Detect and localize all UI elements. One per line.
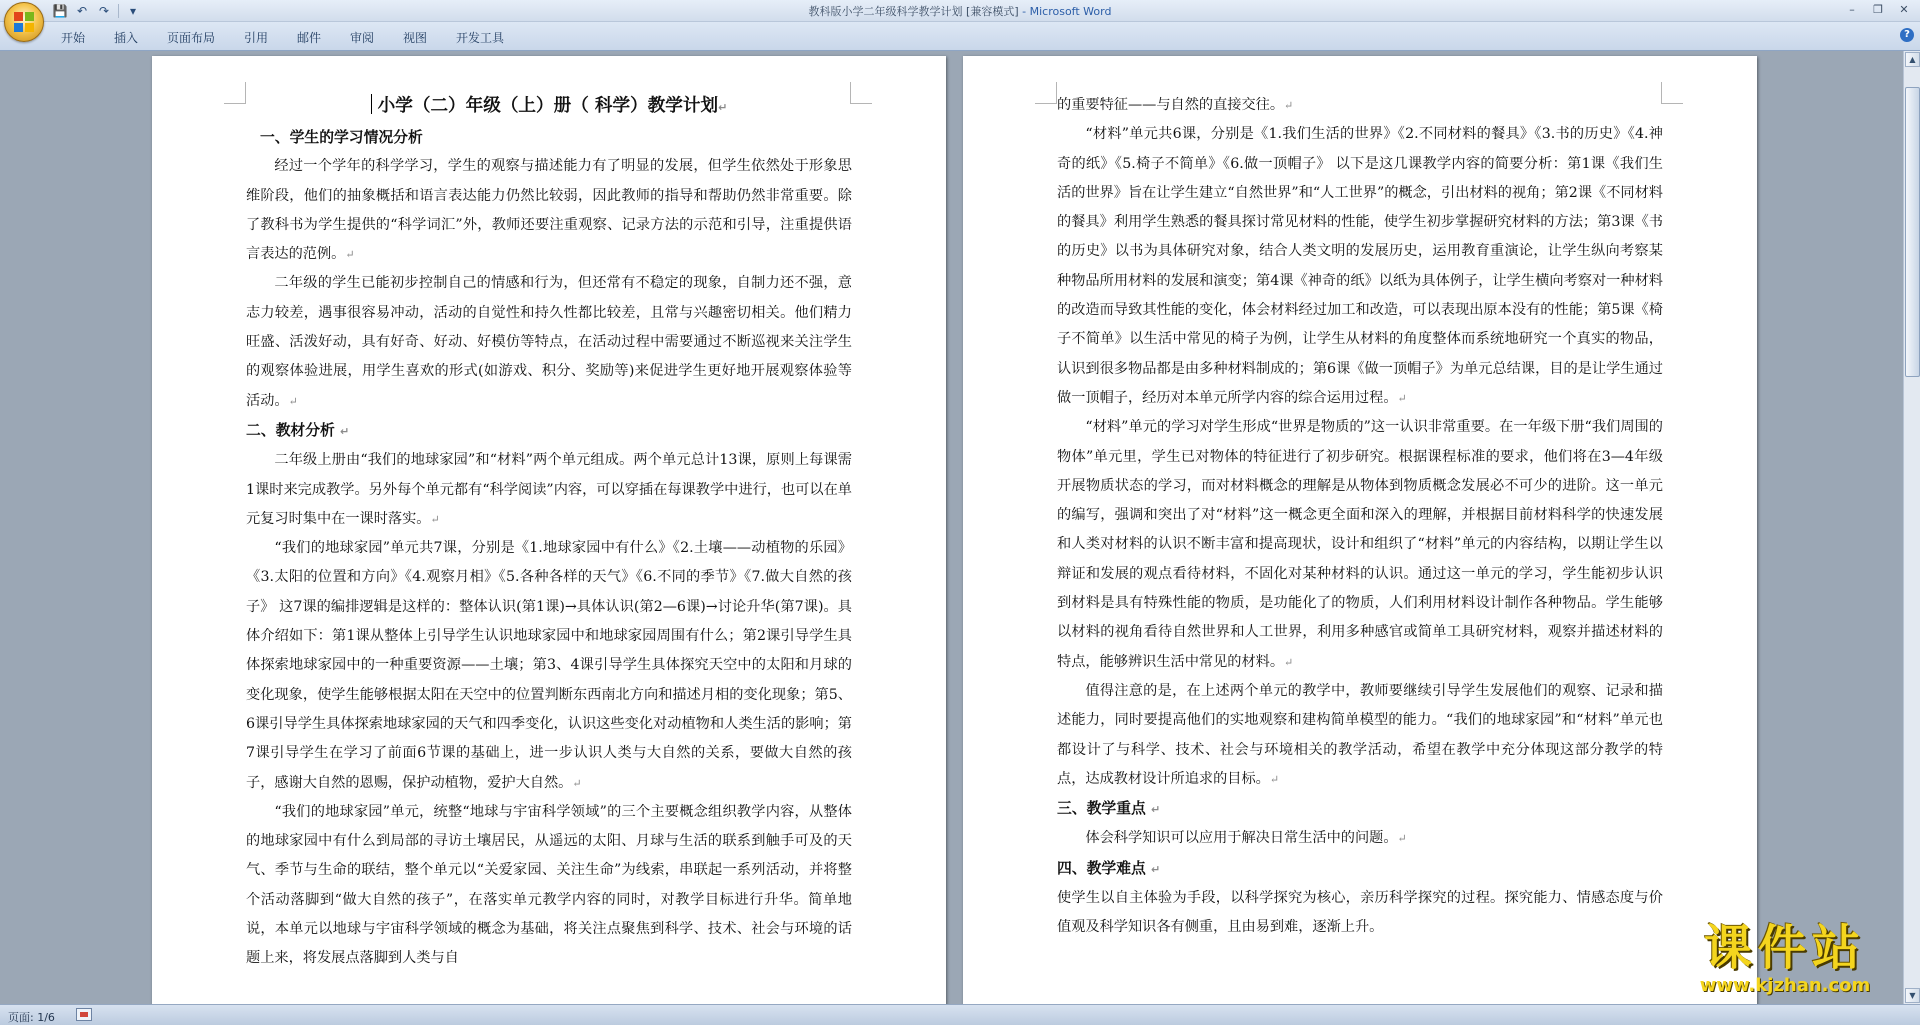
page-1[interactable] xyxy=(152,56,946,1004)
paragraph-text: “材料”单元的学习对学生形成“世界是物质的”这一认识非常重要。在一年级下册“我们周围的物体”单元里，学生已对物体的特征进行了初步研究。根据课程标准的要求，他们将在3—4年级开展物质状态的学习，而对材料概念的理解是从物体到物质概念发展必不可少的进阶。这一单元的编写，强调和突出了对“材料”这一概念更全面和深入的理解，并根据目前材料科学的快速发展和人类对材料的认识不断丰富和提高现状，设计和组织了“材料”单元的内容结构，以期让学生以辩证和发展的观点看待材料，不固化对某种材料的认识。通过这一单元的学习，学生能初步认识到材料是具有特殊性能的物质，是功能化了的物质，人们利用材料设计制作各种物品。学生能够以材料的视角看待自然世界和人工世界，利用多种感官或简单工具研究材料，观察并描述材料的特点，能够辨识生活中常见的材料。 xyxy=(1057,419,1663,670)
tab-view[interactable]: 视图 xyxy=(403,31,428,45)
tab-mailings[interactable]: 邮件 xyxy=(297,31,322,45)
page-2-content[interactable] xyxy=(1057,91,1663,943)
paragraph xyxy=(1057,677,1663,794)
section-heading-text: 三、教学重点 xyxy=(1057,800,1146,818)
scrollbar-thumb[interactable] xyxy=(1905,87,1920,377)
paragraph-text: 二年级上册由“我们的地球家园”和“材料”两个单元组成。两个单元总计13课，原则上每课需1课时来完成教学。另外每个单元都有“科学阅读”内容，可以穿插在每课教学中进行，也可以在单元复习时集中在一课时落实。 xyxy=(246,452,852,527)
office-button[interactable] xyxy=(4,2,44,42)
watermark-name: 课件站 xyxy=(1703,920,1866,976)
document-heading xyxy=(246,91,852,123)
section-heading xyxy=(246,416,852,446)
paragraph xyxy=(246,269,852,415)
section-heading xyxy=(1057,794,1663,824)
margin-corner-mark xyxy=(1661,82,1683,104)
tab-home[interactable]: 开始 xyxy=(61,31,86,45)
paragraph-text: 使学生以自主体验为手段，以科学探究为核心，亲历科学探究的过程。探究能力、情感态度与价值观及科学知识各有侧重，且由易到难，逐渐上升。 xyxy=(1057,890,1663,936)
paragraph-mark: ↵ xyxy=(430,512,440,526)
paragraph-text: 值得注意的是，在上述两个单元的教学中，教师要继续引导学生发展他们的观察、记录和描述能力，同时要提高他们的实地观察和建构简单模型的能力。“我们的地球家园”和“材料”单元也都设计了与科学、技术、社会与环境相关的教学活动，希望在教学中充分体现这部分教学的特点，达成教材设计所追求的目标。 xyxy=(1057,682,1663,787)
undo-icon[interactable]: ↶ xyxy=(76,4,88,18)
minimize-button[interactable]: – xyxy=(1849,3,1855,16)
scroll-down-icon[interactable]: ▼ xyxy=(1905,988,1920,1003)
paragraph xyxy=(1057,884,1663,943)
tab-insert[interactable]: 插入 xyxy=(114,31,139,45)
paragraph-mark: ↵ xyxy=(1284,655,1294,669)
page-count[interactable]: 页面: 1/6 xyxy=(8,1011,55,1024)
paragraph-mark: ↵ xyxy=(339,424,350,438)
paragraph-text: “我们的地球家园”单元，统整“地球与宇宙科学领域”的三个主要概念组织教学内容，从整体的地球家园中有什么到局部的寻访土壤居民，从遥远的太阳、月球与生活的联系到触手可及的天气、季节与生命的联结，整个单元以“关爱家园、关注生命”为线索，串联起一系列活动，并将整个活动落脚到“做大自然的孩子”，在落实单元教学内容的同时，对教学目标进行升华。简单地说，本单元以地球与宇宙科学领域的概念为基础，将关注点聚焦到科学、技术、社会与环境的话题上来，将发展点落脚到人类与自 xyxy=(246,803,852,967)
app-name: - Microsoft Word xyxy=(1018,5,1112,18)
paragraph-mark: ↵ xyxy=(1397,391,1407,405)
paragraph xyxy=(1057,91,1663,120)
paragraph xyxy=(246,152,852,269)
page-1-content[interactable] xyxy=(246,91,852,974)
margin-corner-mark xyxy=(224,82,246,104)
paragraph-mark: ↵ xyxy=(345,248,355,262)
section-heading-text: 一、学生的学习情况分析 xyxy=(260,129,423,146)
paragraph-mark: ↵ xyxy=(1397,832,1407,846)
section-heading xyxy=(246,123,852,152)
paragraph-mark: ↵ xyxy=(1150,862,1161,876)
paragraph xyxy=(1057,413,1663,677)
paragraph-mark: ↵ xyxy=(288,394,298,408)
paragraph-mark: ↵ xyxy=(1269,772,1280,786)
tab-review[interactable]: 审阅 xyxy=(350,31,375,45)
paragraph-text: 的重要特征——与自然的直接交往。 xyxy=(1057,97,1285,113)
section-heading xyxy=(1057,854,1663,884)
title-bar xyxy=(0,0,1920,22)
tab-references[interactable]: 引用 xyxy=(244,31,269,45)
office-logo-icon xyxy=(14,12,34,32)
section-heading-text: 四、教学难点 xyxy=(1057,859,1146,877)
paragraph xyxy=(246,798,852,974)
restore-button[interactable]: ❐ xyxy=(1873,3,1883,16)
status-bar xyxy=(0,1004,1920,1025)
save-icon[interactable]: 💾 xyxy=(52,4,68,18)
document-title: 教科版小学二年级科学教学计划 [兼容模式] xyxy=(808,5,1019,18)
scroll-up-icon[interactable]: ▲ xyxy=(1905,52,1920,67)
paragraph-mark: ↵ xyxy=(718,101,728,114)
ribbon-tabs xyxy=(0,22,1920,51)
document-area[interactable] xyxy=(0,51,1903,1004)
redo-icon[interactable]: ↷ xyxy=(98,4,110,18)
proofing-icon[interactable] xyxy=(76,1008,92,1021)
page-2[interactable] xyxy=(963,56,1757,1004)
tab-page-layout[interactable]: 页面布局 xyxy=(167,31,216,45)
margin-corner-mark xyxy=(1035,82,1057,104)
paragraph-text: 体会科学知识可以应用于解决日常生活中的问题。 xyxy=(1085,830,1398,847)
section-heading-text: 二、教材分析 xyxy=(246,421,335,439)
help-icon[interactable]: ? xyxy=(1900,28,1914,42)
text-cursor xyxy=(371,94,372,114)
paragraph-text: “我们的地球家园”单元共7课，分别是《1.地球家园中有什么》《2.土壤——动植物的乐园》《3.太阳的位置和方向》《4.观察月相》《5.各种各样的天气》《6.不同的季节》《7.做大自然的孩子》 这7课的编排逻辑是这样的：整体认识(第1课)→具体认识(第2—6课)→讨论升华(第7课)。具体介绍如下：第1课从整体上引导学生认识地球家园中和地球家园周围有什么；第2课引导学生具体探索地球家园中的一种重要资源——土壤；第3、4课引导学生具体探究天空中的太阳和月球的变化现象，使学生能够根据太阳在天空中的位置判断东西南北方向和描述月相的变化现象；第5、6课引导学生具体探索地球家园的天气和四季变化，认识这些变化对动植物和人类生活的影响；第7课引导学生在学习了前面6节课的基础上，进一步认识人类与大自然的关系，要做大自然的孩子，感谢大自然的恩赐，保护动植物，爱护大自然。 xyxy=(246,540,852,791)
customize-qat-icon[interactable]: ▾ xyxy=(129,4,137,18)
paragraph-mark: ↵ xyxy=(1150,803,1161,817)
margin-corner-mark xyxy=(850,82,872,104)
window-title xyxy=(0,3,1920,19)
window-controls xyxy=(1840,1,1916,19)
watermark-url: www.kjzhan.com xyxy=(1699,975,1871,996)
paragraph xyxy=(1057,120,1663,413)
paragraph-text: 经过一个学年的科学学习，学生的观察与描述能力有了明显的发展，但学生依然处于形象思维阶段，他们的抽象概括和语言表达能力仍然比较弱，因此教师的指导和帮助仍然非常重要。除了教科书为学生提供的“科学词汇”外，教师还要注重观察、记录方法的示范和引导，注重提供语言表达的范例。 xyxy=(246,158,852,263)
tab-developer[interactable]: 开发工具 xyxy=(456,31,505,45)
document-heading-text: 小学（二）年级（上）册（ 科学）教学计划 xyxy=(377,96,719,116)
paragraph xyxy=(246,446,852,534)
vertical-scrollbar[interactable] xyxy=(1903,51,1920,1004)
paragraph-text: 二年级的学生已能初步控制自己的情感和行为，但还常有不稳定的现象，自制力还不强，意志力较差，遇事很容易冲动，活动的自觉性和持久性都比较差，且常与兴趣密切相关。他们精力旺盛、活泼好动，具有好奇、好动、好模仿等特点，在活动过程中需要通过不断巡视来关注学生的观察体验进展，用学生喜欢的形式(如游戏、积分、奖励等)来促进学生更好地开展观察体验等活动。 xyxy=(246,275,852,409)
paragraph-mark: ↵ xyxy=(572,776,582,790)
close-button[interactable]: ✕ xyxy=(1899,3,1909,16)
paragraph xyxy=(1057,824,1663,853)
paragraph-mark: ↵ xyxy=(1284,99,1294,112)
paragraph xyxy=(246,534,852,798)
paragraph-text: “材料”单元共6课，分别是《1.我们生活的世界》《2.不同材料的餐具》《3.书的历史》《4.神奇的纸》《5.椅子不简单》《6.做一顶帽子》 以下是这几课教学内容的简要分析：第1课《我们生活的世界》旨在让学生建立“自然世界”和“人工世界”的概念，引出材料的视角；第2课《不同材料的餐具》利用学生熟悉的餐具探讨常见材料的性能，使学生初步掌握研究材料的方法；第3课《书的历史》以书为具体研究对象，结合人类文明的发展历史，运用教育重演论，让学生纵向考察某种物品所用材料的发展和演变；第4课《神奇的纸》以纸为具体例子，让学生横向考察对一种材料的改造而导致其性能的变化，体会材料经过加工和改造，可以表现出原本没有的性能；第5课《椅子不简单》以生活中常见的椅子为例，让学生从材料的角度整体而系统地研究一个真实的物品，认识到很多物品都是由多种材料制成的；第6课《做一顶帽子》为单元总结课，目的是让学生通过做一顶帽子，经历对本单元所学内容的综合运用过程。 xyxy=(1057,126,1663,406)
